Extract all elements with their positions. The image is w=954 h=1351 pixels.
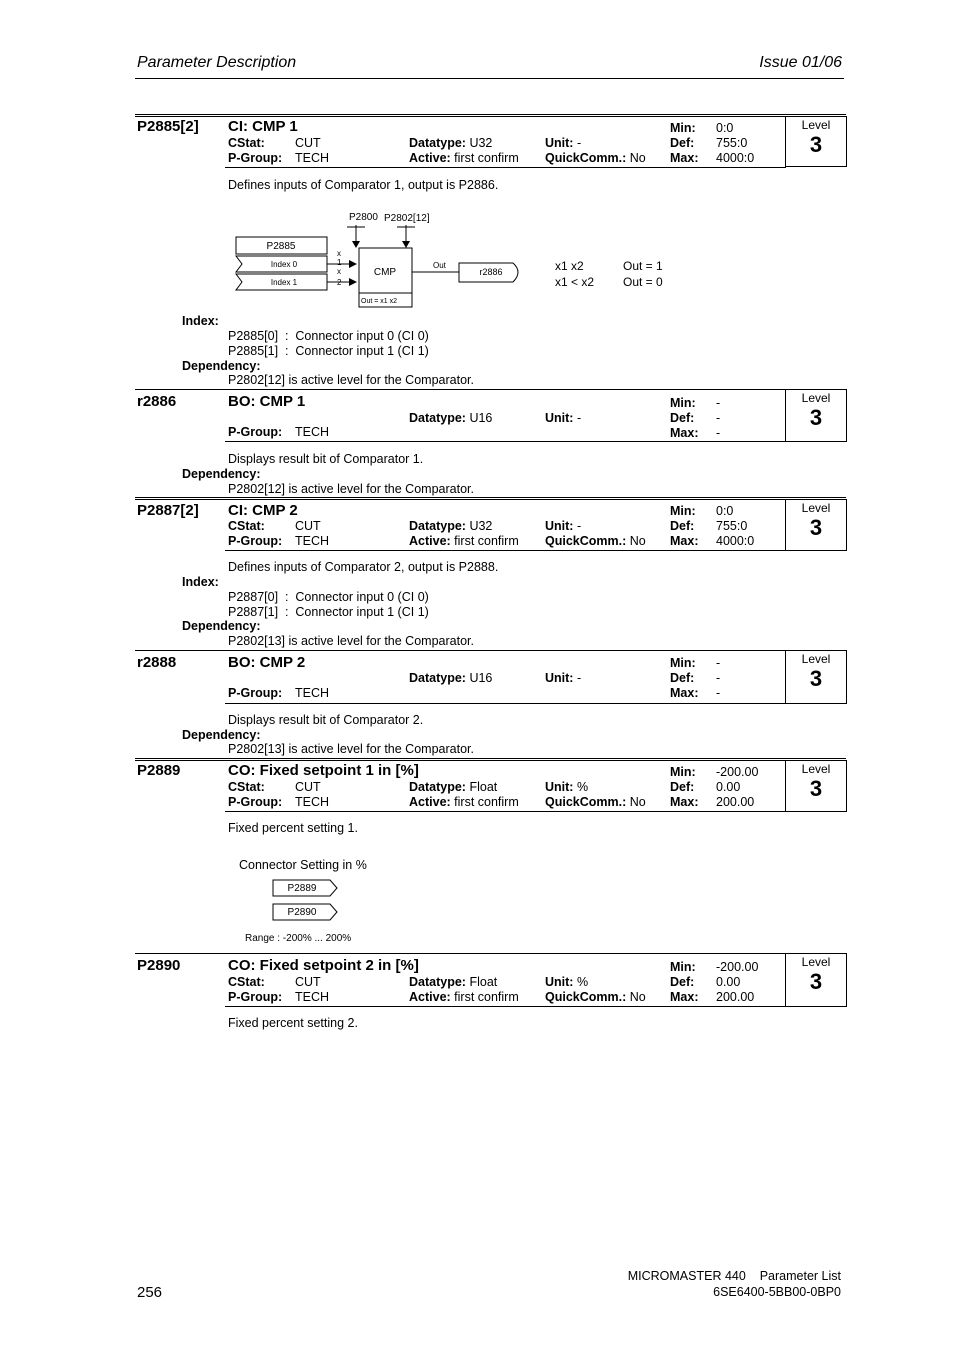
- divider: [135, 116, 846, 117]
- min-value: -: [716, 396, 721, 410]
- parameter-name: CO: Fixed setpoint 1 in [%]: [228, 762, 419, 779]
- def-value: 0.00: [716, 780, 741, 794]
- cstat-label: CStat:: [228, 975, 265, 989]
- quickcomm-field: QuickComm.: No: [545, 990, 646, 1004]
- level-value: 3: [809, 515, 823, 540]
- def-label: Def:: [670, 519, 695, 533]
- pgroup-label: P-Group:: [228, 990, 283, 1004]
- level-value: 3: [809, 405, 823, 430]
- datatype-field: Datatype: U16: [409, 671, 493, 685]
- connector-setting-title: Connector Setting in %: [239, 858, 367, 872]
- level-value: 3: [809, 969, 823, 994]
- rule2-condition: x1 < x2: [555, 275, 595, 289]
- level-value: 3: [809, 776, 823, 801]
- description: Defines inputs of Comparator 1, output is P2886.: [228, 178, 499, 192]
- parameter-id: P2885[2]: [137, 118, 199, 135]
- divider: [135, 114, 846, 115]
- arrow-icon: [352, 241, 360, 248]
- pgroup-value: TECH: [295, 534, 330, 548]
- divider: [135, 760, 846, 761]
- parameter-name: CO: Fixed setpoint 2 in [%]: [228, 957, 419, 974]
- cstat-value: CUT: [295, 975, 321, 989]
- cmp-rule-label: Out = x1 x2: [361, 298, 397, 305]
- description: Displays result bit of Comparator 2.: [228, 713, 424, 727]
- dependency-text: P2802[12] is active level for the Comparator.: [228, 373, 474, 387]
- max-label: Max:: [670, 686, 699, 700]
- min-value: -200.00: [716, 960, 759, 974]
- x1-label: x: [337, 249, 341, 258]
- level-value: 3: [809, 666, 823, 691]
- parameter-id: r2888: [137, 654, 177, 671]
- x1-sub: 1: [337, 258, 342, 267]
- parameter-id: P2887[2]: [137, 502, 199, 519]
- range-label: Range : -200% ... 200%: [245, 933, 352, 944]
- def-value: 0.00: [716, 975, 741, 989]
- level-box: [785, 760, 847, 812]
- divider: [135, 758, 846, 759]
- arrow-icon: [349, 278, 357, 286]
- parameter-id: P2889: [137, 762, 181, 779]
- divider: [135, 497, 846, 498]
- level-label: Level: [801, 118, 831, 132]
- parameter-id: P2890: [137, 957, 181, 974]
- level-label: Level: [801, 955, 831, 969]
- index-item: P2887[1] : Connector input 1 (CI 1): [228, 605, 429, 619]
- pgroup-label: P-Group:: [228, 795, 283, 809]
- pgroup-label: P-Group:: [228, 686, 283, 700]
- divider: [225, 703, 786, 704]
- divider: [135, 650, 846, 651]
- rule1-condition: x1 x2: [555, 259, 584, 273]
- header-title: Parameter Description: [137, 54, 297, 71]
- cmp-label: CMP: [373, 267, 397, 278]
- unit-field: Unit: %: [545, 780, 589, 794]
- header-issue: Issue 01/06: [759, 54, 842, 71]
- pgroup-label: P-Group:: [228, 151, 283, 165]
- datatype-field: Datatype: U32: [409, 519, 493, 533]
- index0-label: Index 0: [270, 260, 298, 269]
- quickcomm-field: QuickComm.: No: [545, 795, 646, 809]
- max-value: -: [716, 686, 721, 700]
- x2-label: x: [337, 267, 341, 276]
- unit-field: Unit: -: [545, 411, 582, 425]
- parameter-id: r2886: [137, 393, 177, 410]
- arrow-icon: [402, 241, 410, 248]
- min-label: Min:: [670, 960, 696, 974]
- divider: [225, 167, 786, 168]
- min-label: Min:: [670, 504, 696, 518]
- level-label: Level: [801, 652, 831, 666]
- def-label: Def:: [670, 136, 695, 150]
- cstat-label: CStat:: [228, 519, 265, 533]
- description: Displays result bit of Comparator 1.: [228, 452, 424, 466]
- parameter-name: CI: CMP 2: [228, 502, 298, 519]
- divider: [225, 1006, 786, 1007]
- min-value: 0:0: [716, 504, 734, 518]
- cstat-value: CUT: [295, 780, 321, 794]
- divider: [135, 499, 846, 500]
- datatype-field: Datatype: U32: [409, 136, 493, 150]
- level-label: Level: [801, 501, 831, 515]
- active-field: Active: first confirm: [409, 990, 519, 1004]
- dependency-text: P2802[13] is active level for the Comparator.: [228, 634, 474, 648]
- pgroup-value: TECH: [295, 990, 330, 1004]
- dependency-text: P2802[12] is active level for the Comparator.: [228, 482, 474, 496]
- def-label: Def:: [670, 780, 695, 794]
- divider: [135, 953, 846, 954]
- min-label: Min:: [670, 656, 696, 670]
- level-box: [785, 116, 847, 167]
- def-value: 755:0: [716, 519, 748, 533]
- dependency-label: Dependency:: [182, 619, 261, 633]
- cstat-value: CUT: [295, 519, 321, 533]
- def-label: Def:: [670, 671, 695, 685]
- level-label: Level: [801, 391, 831, 405]
- datatype-field: Datatype: Float: [409, 780, 498, 794]
- level-box: [785, 499, 847, 551]
- unit-field: Unit: %: [545, 975, 589, 989]
- index-item: P2887[0] : Connector input 0 (CI 0): [228, 590, 429, 604]
- max-value: -: [716, 426, 721, 440]
- def-label: Def:: [670, 411, 695, 425]
- out-label: Out: [433, 261, 446, 270]
- cstat-value: CUT: [295, 136, 321, 150]
- footer-code: 6SE6400-5BB00-0BP0: [713, 1285, 841, 1299]
- parameter-name: BO: CMP 1: [228, 393, 306, 410]
- dependency-text: P2802[13] is active level for the Comparator.: [228, 742, 474, 756]
- datatype-field: Datatype: U16: [409, 411, 493, 425]
- max-label: Max:: [670, 795, 699, 809]
- level-value: 3: [809, 132, 823, 157]
- page-number: 256: [137, 1284, 163, 1301]
- quickcomm-field: QuickComm.: No: [545, 534, 646, 548]
- footer-product: MICROMASTER 440 Parameter List: [627, 1269, 841, 1283]
- def-label: Def:: [670, 975, 695, 989]
- max-label: Max:: [670, 534, 699, 548]
- index1-label: Index 1: [270, 278, 298, 287]
- max-label: Max:: [670, 426, 699, 440]
- index-item: P2885[0] : Connector input 0 (CI 0): [228, 329, 429, 343]
- p2802-label: P2802[12]: [384, 213, 430, 224]
- def-value: 755:0: [716, 136, 748, 150]
- index-label: Index:: [182, 314, 219, 328]
- r2886-label: r2886: [479, 267, 503, 277]
- pgroup-value: TECH: [295, 425, 330, 439]
- arrow-icon: [349, 260, 357, 268]
- parameter-name: CI: CMP 1: [228, 118, 298, 135]
- index-item: P2885[1] : Connector input 1 (CI 1): [228, 344, 429, 358]
- parameter-name: BO: CMP 2: [228, 654, 306, 671]
- max-value: 4000:0: [716, 534, 755, 548]
- max-value: 200.00: [716, 990, 755, 1004]
- description: Fixed percent setting 1.: [228, 821, 358, 835]
- min-label: Min:: [670, 765, 696, 779]
- rule2-result: Out = 0: [623, 275, 663, 289]
- min-value: -: [716, 656, 721, 670]
- max-label: Max:: [670, 151, 699, 165]
- def-value: -: [716, 411, 721, 425]
- description: Defines inputs of Comparator 2, output is P2888.: [228, 560, 499, 574]
- level-box: [785, 953, 847, 1007]
- pgroup-label: P-Group:: [228, 534, 283, 548]
- min-value: 0:0: [716, 121, 734, 135]
- level-label: Level: [801, 762, 831, 776]
- max-value: 200.00: [716, 795, 755, 809]
- min-label: Min:: [670, 121, 696, 135]
- active-field: Active: first confirm: [409, 534, 519, 548]
- active-field: Active: first confirm: [409, 795, 519, 809]
- dependency-label: Dependency:: [182, 359, 261, 373]
- pgroup-label: P-Group:: [228, 425, 283, 439]
- def-value: -: [716, 671, 721, 685]
- x2-sub: 2: [337, 278, 342, 287]
- description: Fixed percent setting 2.: [228, 1016, 358, 1030]
- pgroup-value: TECH: [295, 151, 330, 165]
- rule1-result: Out = 1: [623, 259, 663, 273]
- cstat-label: CStat:: [228, 136, 265, 150]
- unit-field: Unit: -: [545, 136, 582, 150]
- min-value: -200.00: [716, 765, 759, 779]
- active-field: Active: first confirm: [409, 151, 519, 165]
- dependency-label: Dependency:: [182, 728, 261, 742]
- max-value: 4000:0: [716, 151, 755, 165]
- unit-field: Unit: -: [545, 671, 582, 685]
- divider: [225, 550, 786, 551]
- unit-field: Unit: -: [545, 519, 582, 533]
- cstat-label: CStat:: [228, 780, 265, 794]
- divider: [225, 811, 786, 812]
- header-divider: [135, 78, 844, 79]
- comparator-diagram: [225, 205, 685, 310]
- level-box: [785, 650, 847, 704]
- divider: [135, 389, 846, 390]
- dependency-label: Dependency:: [182, 467, 261, 481]
- pgroup-value: TECH: [295, 686, 330, 700]
- divider: [225, 441, 786, 442]
- p2890-connector-label: P2890: [287, 907, 317, 918]
- datatype-field: Datatype: Float: [409, 975, 498, 989]
- pgroup-value: TECH: [295, 795, 330, 809]
- index-label: Index:: [182, 575, 219, 589]
- p2889-connector-label: P2889: [287, 883, 317, 894]
- quickcomm-field: QuickComm.: No: [545, 151, 646, 165]
- p2885-block-label: P2885: [266, 241, 296, 252]
- p2800-label: P2800: [349, 212, 378, 223]
- min-label: Min:: [670, 396, 696, 410]
- connector-setting-diagram: [235, 855, 395, 947]
- level-box: [785, 389, 847, 442]
- max-label: Max:: [670, 990, 699, 1004]
